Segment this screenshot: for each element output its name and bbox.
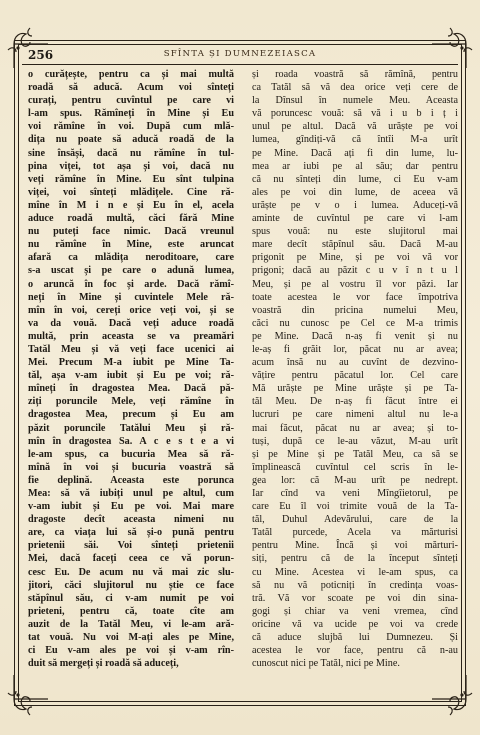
text-line: voi rămîne în voi. După cum mlă- xyxy=(28,121,234,133)
text-line: dragoste decît aceasta nimeni nu xyxy=(28,514,234,526)
page-header xyxy=(24,46,456,64)
text-line: ales pe voi din lume, de aceea vă xyxy=(252,186,458,198)
text-line: gea lor: că M-au urît pe nedrept. xyxy=(252,474,458,486)
text-line: v-am iubit și Eu pe voi. Mai mare xyxy=(28,501,234,513)
text-line: tăl, Duhul Adevărului, care de la xyxy=(252,514,458,526)
text-line: tăl, așa v-am iubit și Eu pe voi; ră- xyxy=(28,370,234,382)
text-line: s-a uscat și pe care o adună lumea, xyxy=(28,265,234,277)
page-number: 256 xyxy=(28,48,54,62)
text-line: vățire pentru păcatul lor. Cel care xyxy=(252,370,458,382)
text-line: le-am spus, ca bucuria Mea să ră- xyxy=(28,448,234,460)
text-line: acum însă nu au cuvînt de dezvino- xyxy=(252,357,458,369)
text-line: o aruncă în foc și arde. Dacă rămî- xyxy=(28,278,234,290)
right-column xyxy=(252,68,458,670)
text-line: acestea le vor face, pentru că n-au xyxy=(252,645,458,657)
text-line: spus vouă: nu este slujitorul mai xyxy=(252,226,458,238)
text-line: jitori, căci slujitorul nu știe ce face xyxy=(28,579,234,591)
text-line: vă poruncesc vouă: să vă i u b i ț i xyxy=(252,108,458,120)
text-line: nu puteți face nimic. Dacă vreunul xyxy=(28,226,234,238)
text-line: roadă să aducă. Acum voi sînteți xyxy=(28,82,234,94)
text-line: pe Mine. Dacă ați fi din lume, lu- xyxy=(252,147,458,159)
text-line: ziți poruncile Mele, veți rămîne în xyxy=(28,396,234,408)
left-column xyxy=(28,68,234,670)
text-line: prieteni, pentru că, toate cîte am xyxy=(28,605,234,617)
text-line: și pe Mine și pe Tatăl Meu, ca să se xyxy=(252,448,458,460)
text-line: că aduce slujbă lui Dumnezeu. Și xyxy=(252,632,458,644)
text-line: tuși, după ce le-au văzut, M-au urît xyxy=(252,435,458,447)
text-line: va da vouă. Dacă veți aduce roadă xyxy=(28,317,234,329)
text-line: Tatăl Meu și vă veți face ucenici ai xyxy=(28,343,234,355)
text-line: voastră din pricina numelui Meu, xyxy=(252,304,458,316)
text-line: mare decît stăpînul său. Dacă M-au xyxy=(252,239,458,251)
text-line: cu Mine. Acestea vi le-am spus, ca xyxy=(252,566,458,578)
text-line: pina viței, tot așa și voi, dacă nu xyxy=(28,160,234,172)
text-line: viței, voi sînteți mlădițele. Cine ră- xyxy=(28,186,234,198)
text-line: siți, pentru că de la început sînteți xyxy=(252,553,458,565)
text-line: dragostea Mea, precum și Eu am xyxy=(28,409,234,421)
text-line: cesc Eu. De acum nu vă mai zic slu- xyxy=(28,566,234,578)
text-line: cunoscut nici pe Tatăl, nici pe Mine. xyxy=(252,658,400,670)
text-line: neți în Mine și cuvintele Mele ră- xyxy=(28,291,234,303)
text-line: veți rămîne în Mine. Eu sînt tulpina xyxy=(28,173,234,185)
text-line: aduce roadă multă, căci fără Mine xyxy=(28,213,234,225)
text-line: mîn în dragostea Sa. A c e s t e a vi xyxy=(28,435,234,447)
text-line: toate acestea le vor face împotriva xyxy=(252,291,458,303)
text-line: tră. Vă vor scoate pe voi din sina- xyxy=(252,592,458,604)
text-line: oricine vă va ucide pe voi va crede xyxy=(252,618,458,630)
text-line: că nu sînteți din lume, ci Eu v-am xyxy=(252,173,458,185)
text-line: tat vouă. Nu voi M-ați ales pe Mine, xyxy=(28,632,234,644)
text-line: aminte de cuvîntul pe care vi l-am xyxy=(252,213,458,225)
text-line: pe Mine. Dacă n-aș fi venit și nu xyxy=(252,330,458,342)
text-line: curați, pentru cuvîntul pe care vi xyxy=(28,95,234,107)
text-line: prigoni; dacă au păzit c u v î n t u l xyxy=(252,265,458,277)
text-line: Meu, și pe al vostru îl vor păzi. Iar xyxy=(252,278,458,290)
text-line: să nu vă poticniți în credința voas- xyxy=(252,579,458,591)
text-line: căci nu cunosc pe Cel ce M-a trimis xyxy=(252,317,458,329)
text-line: mai făcut, păcat nu ar avea; și to- xyxy=(252,422,458,434)
text-line: urăște pe v o i lumea. Aduceți-vă xyxy=(252,199,458,211)
text-line: care Eu îl voi trimite vouă de la Ta- xyxy=(252,501,458,513)
text-columns xyxy=(28,68,456,700)
text-line: lumea, gîndiți-vă că întîi M-a urît xyxy=(252,134,458,146)
text-line: mîne în M i n e și Eu în el, acela xyxy=(28,199,234,211)
text-line: tăl Meu. De n-aș fi făcut între ei xyxy=(252,396,458,408)
text-line: l-am spus. Rămîneți în Mine și Eu xyxy=(28,108,234,120)
text-line: Mei, dacă faceți ceea ce vă porun- xyxy=(28,553,234,565)
text-line: unul pe altul. Dacă vă urăște pe voi xyxy=(252,121,458,133)
text-line: auzit de la Tatăl Meu, vi le-am ară- xyxy=(28,618,234,630)
text-line: lucruri pe care nimeni altul nu le-a xyxy=(252,409,458,421)
text-line: gogi și chiar va veni vremea, cînd xyxy=(252,605,458,617)
text-line: stăpînul său, ci v-am numit pe voi xyxy=(28,592,234,604)
text-line: fie deplină. Aceasta este porunca xyxy=(28,474,234,486)
text-line: Mă urăște pe Mine urăște și pe Ta- xyxy=(252,383,458,395)
text-line: mea ar iubi pe al său; dar pentru xyxy=(252,160,458,172)
text-line: păzit poruncile Tatălui Meu și ră- xyxy=(28,422,234,434)
text-line: o curățește, pentru ca și mai multă xyxy=(28,69,234,80)
text-line: Iar cînd va veni Mîngîietorul, pe xyxy=(252,488,458,499)
text-line: la Dînsul în numele Meu. Aceasta xyxy=(252,95,458,107)
text-line: le-aș fi grăit lor, păcat nu ar avea; xyxy=(252,343,458,355)
text-line: prigonit pe Mine, și pe voi vă vor xyxy=(252,252,458,264)
text-line: și roada voastră să rămînă, pentru xyxy=(252,69,458,80)
text-line: împlinească cuvîntul cel scris în le- xyxy=(252,461,458,473)
text-line: prietenii săi. Voi sînteți prietenii xyxy=(28,540,234,552)
text-line: sine însăși, dacă nu rămîne în tul- xyxy=(28,147,234,159)
text-line: duit să mergeți și roadă să aduceți, xyxy=(28,658,179,670)
text-line: Mei. Precum M-a iubit pe Mine Ta- xyxy=(28,357,234,369)
text-line: dița nu poate să aducă roadă de la xyxy=(28,134,234,146)
text-line: Tatăl purcede, Acela va mărturisi xyxy=(252,527,458,539)
text-line: ci Eu v-am ales pe voi și v-am rîn- xyxy=(28,645,234,657)
text-line: multă, prin aceasta se va preamări xyxy=(28,330,234,342)
text-line: mîn în voi, cereți orice veți voi, și se xyxy=(28,304,234,316)
text-line: afară ca mlădița neroditoare, care xyxy=(28,252,234,264)
header-rule xyxy=(22,64,458,65)
text-line: mîneți în dragostea Mea. Dacă pă- xyxy=(28,383,234,395)
text-line: nu rămîne în Mine, este aruncat xyxy=(28,239,234,251)
text-line: pentru Mine. Încă și voi mărturi- xyxy=(252,540,458,552)
running-title: SFÎNTA ȘI DUMNEZEIASCA xyxy=(163,49,317,59)
text-line: mînă în voi și bucuria voastră să xyxy=(28,461,234,473)
text-line: are, ca viața lui să și-o pună pentru xyxy=(28,527,234,539)
text-line: Mea: să vă iubiți unul pe altul, cum xyxy=(28,488,234,499)
text-line: ca Tatăl să vă dea orice veți cere de xyxy=(252,82,458,94)
